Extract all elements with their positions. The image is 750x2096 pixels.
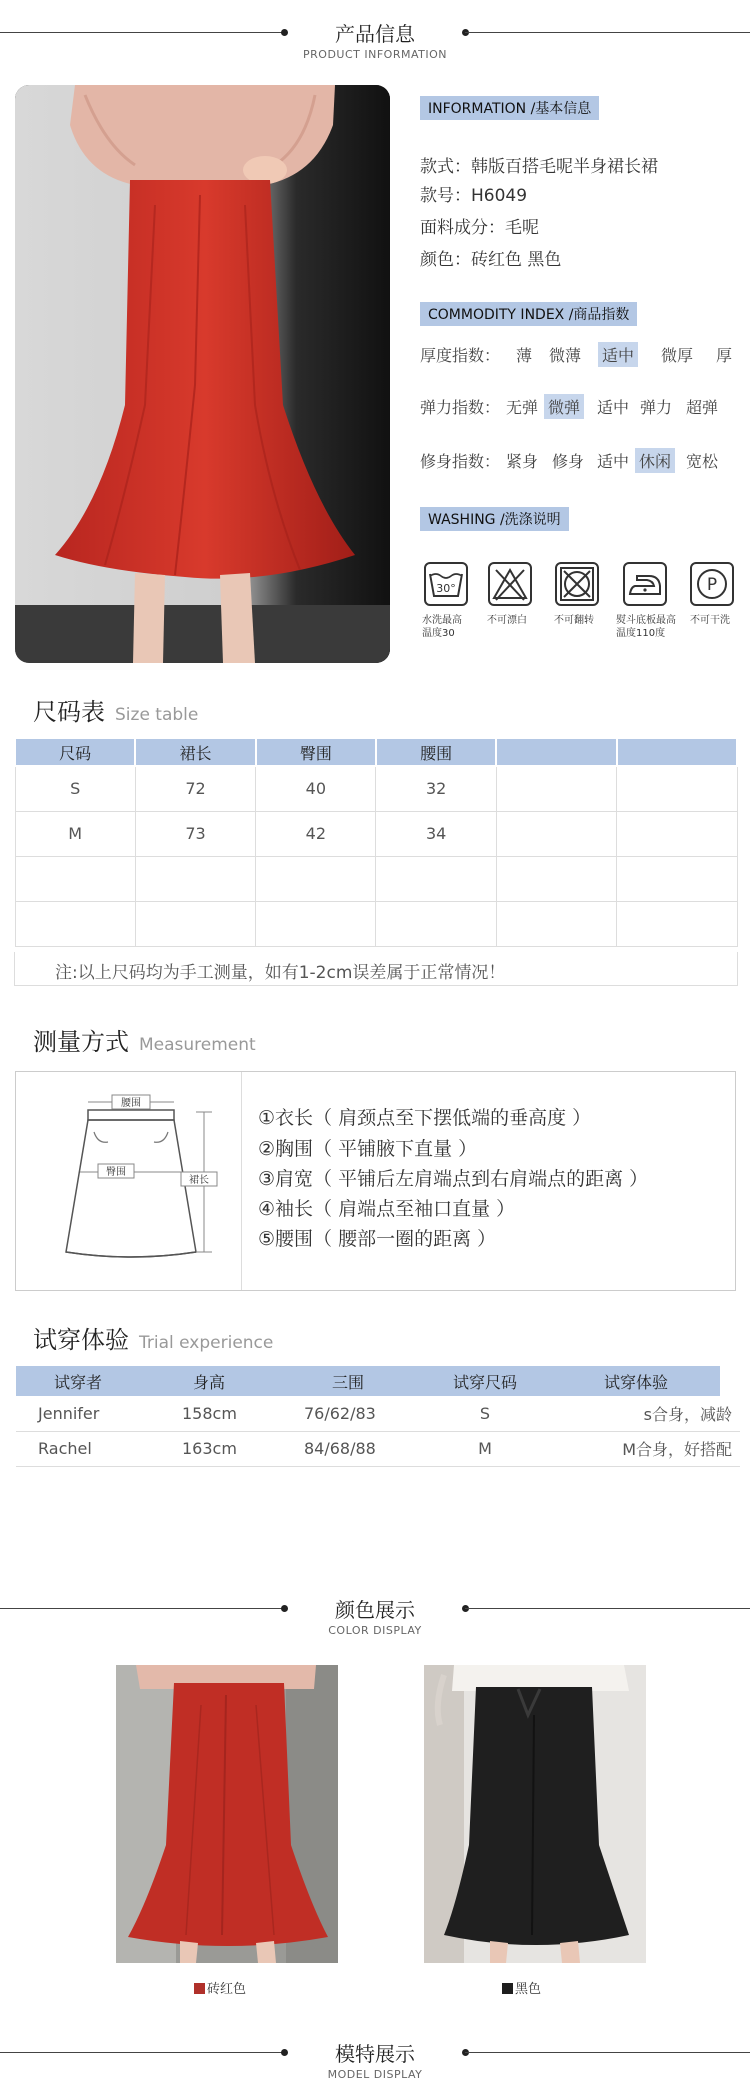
size-note: 注:以上尺码均为手工测量，如有1-2cm误差属于正常情况！ xyxy=(14,952,738,986)
index-option-selected: 休闲 xyxy=(635,448,675,473)
section-title: 模特展示 xyxy=(335,2042,415,2066)
section-subtitle: MODEL DISPLAY xyxy=(327,2068,423,2081)
color-photo-brick-red xyxy=(116,1665,338,1963)
cell: M合身，好搭配 xyxy=(552,1431,740,1466)
measure-line: ①衣长（ 肩颈点至下摆低端的垂高度 ） xyxy=(258,1107,592,1129)
header-tester: 试穿者 xyxy=(16,1366,140,1396)
commodity-index-label: COMMODITY INDEX /商品指数 xyxy=(420,302,637,326)
measurement-title xyxy=(33,1022,256,1057)
trial-title xyxy=(33,1320,273,1355)
caption-line: 水洗最高 xyxy=(422,615,462,626)
color-display-header xyxy=(0,1594,750,1644)
cell xyxy=(496,901,616,946)
product-photo-red-skirt xyxy=(15,85,390,663)
divider-line-right xyxy=(465,32,750,33)
swatch-label-brick-red xyxy=(194,1978,246,1997)
title-cn: 试穿体验 xyxy=(33,1326,129,1354)
measure-line: ⑤腰围（ 腰部一圈的距离 ） xyxy=(258,1228,497,1250)
cell xyxy=(256,901,376,946)
header-trial-feedback: 试穿体验 xyxy=(552,1366,720,1396)
no-tumble-dry-icon xyxy=(555,562,599,606)
index-option: 厚 xyxy=(716,346,733,365)
info-fabric: 面料成分：毛呢 xyxy=(420,218,539,238)
cell: 76/62/83 xyxy=(278,1396,418,1431)
cell xyxy=(496,811,616,856)
cell xyxy=(496,766,616,811)
wash-caption xyxy=(690,614,730,627)
caption-line: 温度110度 xyxy=(616,628,666,639)
color-name: 黑色 xyxy=(515,1982,542,1997)
index-option: 微薄 xyxy=(549,346,582,365)
cell xyxy=(617,766,737,811)
cell xyxy=(496,856,616,901)
cell: S xyxy=(418,1396,552,1431)
index-option: 薄 xyxy=(516,346,533,365)
cell: 32 xyxy=(376,766,496,811)
color-swatch xyxy=(194,1983,205,1994)
caption-line: 不可翻转 xyxy=(554,615,594,626)
cell xyxy=(376,901,496,946)
index-option: 超弹 xyxy=(686,398,719,417)
header-blank xyxy=(720,1366,740,1396)
cell xyxy=(617,811,737,856)
index-option: 宽松 xyxy=(686,452,719,471)
swatch-label-black xyxy=(502,1978,541,1997)
table-row xyxy=(15,856,737,901)
waist-label: 腰围 xyxy=(121,1098,141,1109)
cell xyxy=(135,901,255,946)
product-info-header xyxy=(0,18,750,68)
cell xyxy=(15,901,135,946)
index-option: 紧身 xyxy=(506,452,539,471)
header-measurements: 三围 xyxy=(278,1366,418,1396)
index-option: 适中 xyxy=(597,452,630,471)
dry-clean-letter: P xyxy=(706,575,718,595)
cell: s合身，减龄 xyxy=(552,1396,740,1431)
table-row xyxy=(16,1396,740,1431)
cell xyxy=(376,856,496,901)
iron-110-icon xyxy=(623,562,667,606)
hip-label: 臀围 xyxy=(106,1167,126,1178)
index-label: 弹力指数： xyxy=(420,398,501,417)
color-name: 砖红色 xyxy=(207,1982,247,1997)
wash-caption xyxy=(554,614,594,627)
cell: Rachel xyxy=(16,1431,140,1466)
cell: M xyxy=(15,811,135,856)
cell: 73 xyxy=(135,811,255,856)
trial-header-row xyxy=(16,1366,740,1396)
caption-line: 温度30 xyxy=(422,628,455,639)
info-model-number: 款号：H6049 xyxy=(420,186,528,206)
measure-divider xyxy=(241,1072,242,1290)
section-title: 颜色展示 xyxy=(335,1598,415,1622)
caption-line: 熨斗底板最高 xyxy=(616,615,676,626)
divider-line-right xyxy=(465,1608,750,1609)
color-swatch xyxy=(502,1983,513,1994)
header-trial-size: 试穿尺码 xyxy=(418,1366,552,1396)
title-cn: 测量方式 xyxy=(33,1028,129,1056)
cell: 158cm xyxy=(140,1396,278,1431)
information-label: INFORMATION /基本信息 xyxy=(420,96,599,120)
length-label: 裙长 xyxy=(189,1175,209,1186)
section-subtitle: PRODUCT INFORMATION xyxy=(303,48,447,61)
header-hip: 臀围 xyxy=(256,738,376,766)
cell xyxy=(617,856,737,901)
header-waist: 腰围 xyxy=(376,738,496,766)
wash-caption xyxy=(422,614,462,640)
index-option: 无弹 xyxy=(506,398,539,417)
table-row xyxy=(16,1431,740,1466)
size-table-title xyxy=(33,692,198,727)
table-row xyxy=(15,811,737,856)
skirt-measure-diagram xyxy=(36,1092,226,1272)
cell: 163cm xyxy=(140,1431,278,1466)
index-label: 修身指数： xyxy=(420,452,501,471)
title-en: Size table xyxy=(115,705,199,725)
index-option-selected: 微弹 xyxy=(544,394,584,419)
measurement-box xyxy=(15,1071,736,1291)
cell: 34 xyxy=(376,811,496,856)
wash-30-icon xyxy=(424,562,468,606)
index-option-selected: 适中 xyxy=(598,342,638,367)
cell: 40 xyxy=(256,766,376,811)
cell: 84/68/88 xyxy=(278,1431,418,1466)
header-size: 尺码 xyxy=(15,738,135,766)
cell xyxy=(617,901,737,946)
title-cn: 尺码表 xyxy=(33,698,105,726)
trial-table xyxy=(16,1366,740,1467)
cell xyxy=(135,856,255,901)
table-row xyxy=(15,901,737,946)
measure-line: ④袖长（ 肩端点至袖口直量 ） xyxy=(258,1198,516,1220)
header-height: 身高 xyxy=(140,1366,278,1396)
section-title: 产品信息 xyxy=(335,22,415,46)
caption-line: 不可干洗 xyxy=(690,615,730,626)
cell: 42 xyxy=(256,811,376,856)
cell: Jennifer xyxy=(16,1396,140,1431)
header-empty xyxy=(496,738,616,766)
cell xyxy=(256,856,376,901)
measure-line: ②胸围（ 平铺腋下直量 ） xyxy=(258,1138,478,1160)
model-display-header xyxy=(0,2038,750,2088)
index-label: 厚度指数： xyxy=(420,346,501,365)
cell: M xyxy=(418,1431,552,1466)
cell: S xyxy=(15,766,135,811)
title-en: Trial experience xyxy=(139,1333,274,1353)
header-empty xyxy=(617,738,737,766)
index-option: 弹力 xyxy=(640,398,673,417)
cell xyxy=(15,856,135,901)
measure-line: ③肩宽（ 平铺后左肩端点到右肩端点的距离 ） xyxy=(258,1168,649,1190)
color-photo-black xyxy=(424,1665,646,1963)
cell: 72 xyxy=(135,766,255,811)
info-style: 款式：韩版百搭毛呢半身裙长裙 xyxy=(420,157,658,177)
caption-line: 不可漂白 xyxy=(487,615,527,626)
index-option: 适中 xyxy=(597,398,630,417)
size-table-header-row xyxy=(15,738,737,766)
no-bleach-icon xyxy=(488,562,532,606)
washing-label: WASHING /洗涤说明 xyxy=(420,507,569,531)
wash-caption xyxy=(616,614,676,640)
info-colors: 颜色：砖红色 黑色 xyxy=(420,250,562,270)
title-en: Measurement xyxy=(139,1035,256,1055)
section-subtitle: COLOR DISPLAY xyxy=(328,1624,422,1637)
index-option: 微厚 xyxy=(661,346,694,365)
header-skirt-length: 裙长 xyxy=(135,738,255,766)
divider-line-right xyxy=(465,2052,750,2053)
wash-temp-text: 30° xyxy=(436,582,456,595)
wash-caption xyxy=(487,614,527,627)
index-option: 修身 xyxy=(552,452,585,471)
table-row xyxy=(15,766,737,811)
size-table xyxy=(14,737,738,947)
dry-clean-icon xyxy=(690,562,734,606)
